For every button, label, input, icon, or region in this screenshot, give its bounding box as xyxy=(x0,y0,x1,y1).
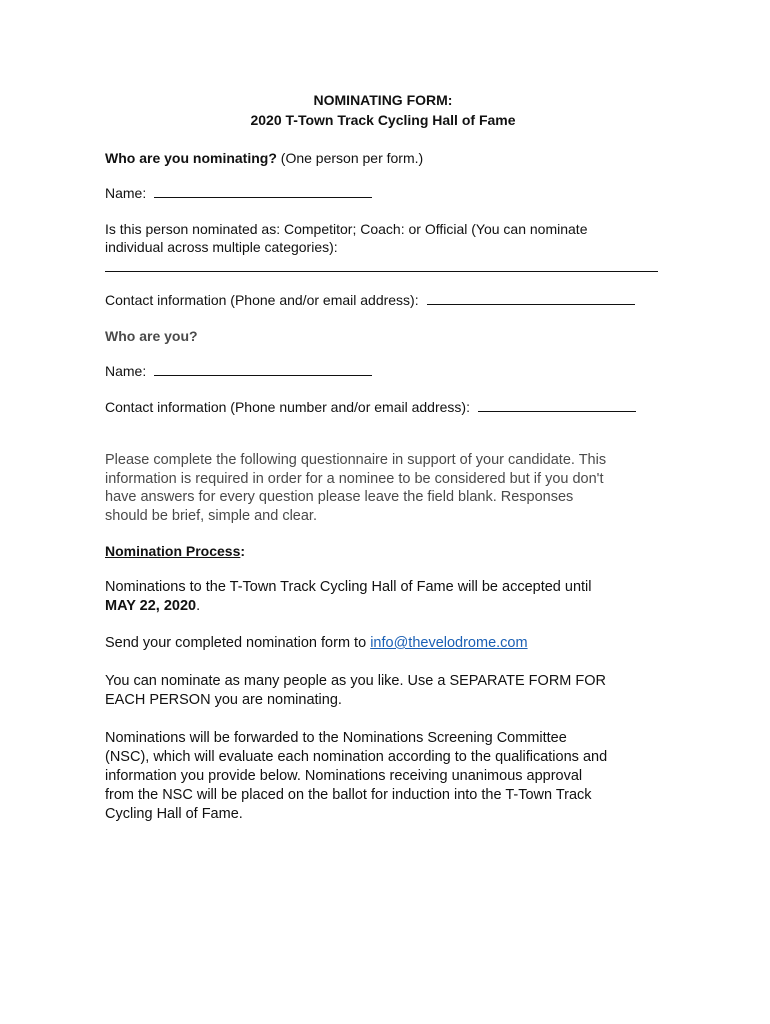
nominee-name-label: Name: xyxy=(105,185,147,201)
nominator-name-label: Name: xyxy=(105,363,147,379)
instructions-line: have answers for every question please leave the field blank. Responses xyxy=(105,489,574,505)
nominee-contact-row xyxy=(105,292,635,308)
instructions-line: Please complete the following questionnaire in support of your candidate. This xyxy=(105,452,607,468)
nominee-category-line1: Is this person nominated as: Competitor; Coach: or Official (You can nominate xyxy=(105,221,588,237)
nominator-contact-field[interactable] xyxy=(478,410,636,412)
nsc-line: from the NSC will be placed on the ballot for induction into the T-Town Track xyxy=(105,787,592,803)
nominee-heading: Who are you nominating? xyxy=(105,150,277,166)
send-text: Send your completed nomination form to xyxy=(105,635,367,651)
nominator-heading: Who are you? xyxy=(105,328,198,344)
process-heading-row xyxy=(105,543,245,559)
nominee-name-row xyxy=(105,185,372,201)
nsc-line: Cycling Hall of Fame. xyxy=(105,806,243,822)
multiple-line: EACH PERSON you are nominating. xyxy=(105,692,342,708)
nominator-name-field[interactable] xyxy=(154,374,372,376)
send-line xyxy=(105,634,665,653)
instructions-line: information is required in order for a nominee to be considered but if you don't xyxy=(105,470,604,487)
form-title: NOMINATING FORM: xyxy=(313,92,453,108)
form-subtitle: 2020 T-Town Track Cycling Hall of Fame xyxy=(250,112,516,128)
deadline-line: Nominations to the T-Town Track Cycling Hall of Fame will be accepted until xyxy=(105,579,592,595)
nsc-line: (NSC), which will evaluate each nomination according to the qualifications and xyxy=(105,749,608,765)
deadline-period: . xyxy=(196,598,201,614)
deadline-paragraph xyxy=(105,578,665,616)
nominator-contact-row xyxy=(105,399,636,415)
nsc-paragraph xyxy=(105,729,675,824)
nominee-category-line2: individual across multiple categories): xyxy=(105,239,338,255)
process-heading: Nomination Process xyxy=(105,543,241,559)
deadline-date-line xyxy=(105,597,665,616)
nominee-heading-line xyxy=(105,150,423,166)
deadline-date: MAY 22, 2020 xyxy=(105,598,197,614)
nsc-line: Nominations will be forwarded to the Nominations Screening Committee xyxy=(105,730,567,746)
nsc-line: information you provide below. Nominations receiving unanimous approval xyxy=(105,768,583,784)
email-link[interactable]: info@thevelodrome.com xyxy=(370,635,528,651)
nominator-name-row xyxy=(105,363,372,379)
nominator-contact-label: Contact information (Phone number and/or email address): xyxy=(105,399,470,415)
instructions-line: should be brief, simple and clear. xyxy=(105,507,317,524)
instructions-paragraph xyxy=(105,451,675,525)
nominee-contact-field[interactable] xyxy=(427,303,635,305)
nominee-heading-note: (One person per form.) xyxy=(280,150,424,166)
process-heading-colon: : xyxy=(240,543,246,559)
nominee-contact-label: Contact information (Phone and/or email address): xyxy=(105,292,419,308)
multiple-paragraph xyxy=(105,672,665,710)
multiple-line: You can nominate as many people as you like. Use a SEPARATE FORM FOR xyxy=(105,673,607,689)
nominee-name-field[interactable] xyxy=(154,196,372,198)
nominee-category-field[interactable] xyxy=(105,271,658,272)
